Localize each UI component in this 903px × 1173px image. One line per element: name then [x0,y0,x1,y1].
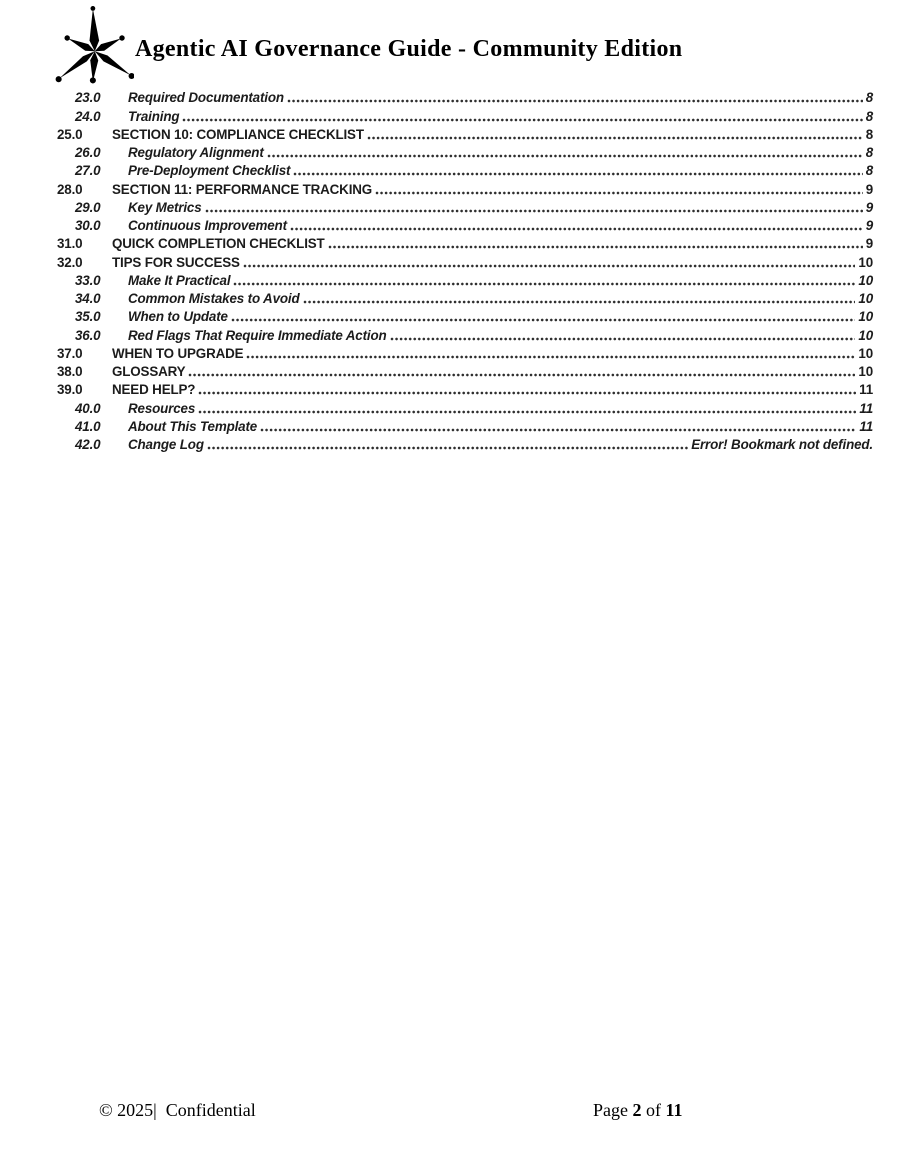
toc-entry-label: About This Template [128,418,258,434]
toc-dotted-leader [207,437,688,453]
toc-entry-number: 30.0 [75,218,101,233]
toc-dotted-leader [293,163,862,179]
toc-entry-page: 9 [865,236,873,252]
toc-entry-page: 8 [865,108,873,124]
footer-page-current: 2 [632,1100,642,1120]
toc-dotted-leader [267,145,863,161]
toc-entry-label: Regulatory Alignment [128,145,264,160]
footer-page-infix: of [646,1100,661,1120]
toc-dotted-leader [303,291,856,307]
toc-entry[interactable] [57,362,873,380]
toc-entry[interactable] [57,271,873,289]
toc-entry-page: 8 [865,90,873,106]
toc-dotted-leader [205,200,863,216]
toc-entry-number: 35.0 [75,309,101,325]
toc-entry[interactable] [57,216,873,234]
toc-entry-page: 10 [858,309,873,325]
toc-entry[interactable] [57,179,873,197]
toc-entry[interactable] [57,198,873,216]
toc-entry-label: Required Documentation [128,90,284,106]
toc-entry-label: When to Update [128,309,228,325]
toc-dotted-leader [246,346,855,362]
toc-entry-page: 10 [858,254,873,270]
toc-entry-label: WHEN TO UPGRADE [112,345,244,361]
toc-entry-number: 38.0 [57,364,83,379]
toc-entry-label: NEED HELP? [112,382,196,398]
toc-entry-label: Resources [128,400,196,416]
toc-entry-page: 11 [859,418,873,434]
toc-entry-label: GLOSSARY [112,364,186,379]
toc-dotted-leader [182,109,862,125]
toc-entry-page: 10 [858,291,873,306]
toc-entry-page: 8 [865,163,873,179]
toc-entry-number: 36.0 [75,327,101,343]
toc-entry-label: TIPS FOR SUCCESS [112,254,240,270]
toc-entry-number: 37.0 [57,345,83,361]
toc-entry-number: 33.0 [75,272,101,288]
toc-entry-page: 11 [859,400,873,416]
toc-dotted-leader [198,401,856,417]
footer-copyright: © 2025| Confidential [99,1100,256,1120]
toc-entry-number: 23.0 [75,90,101,106]
toc-entry-label: Make It Practical [128,272,231,288]
toc-entry-number: 29.0 [75,199,101,215]
toc-entry[interactable] [57,325,873,343]
toc-entry-page: Error! Bookmark not defined. [691,437,873,452]
toc-dotted-leader [260,419,856,435]
toc-dotted-leader [375,182,863,198]
toc-entry-label: QUICK COMPLETION CHECKLIST [112,236,325,252]
footer-page-prefix: Page [593,1100,628,1120]
toc-entry-label: Change Log [128,437,204,452]
toc-entry-page: 10 [858,272,873,288]
toc-entry-page: 8 [865,126,873,142]
toc-entry-label: SECTION 10: COMPLIANCE CHECKLIST [112,126,364,142]
toc-entry-label: Red Flags That Require Immediate Action [128,327,387,343]
toc-entry-number: 24.0 [75,108,101,124]
toc-entry-number: 40.0 [75,400,101,416]
toc-dotted-leader [390,328,856,344]
toc-entry[interactable] [57,161,873,179]
toc-entry-label: SECTION 11: PERFORMANCE TRACKING [112,181,373,197]
toc-entry-number: 26.0 [75,145,101,160]
toc-entry-number: 41.0 [75,418,101,434]
toc-entry-number: 32.0 [57,254,83,270]
toc-dotted-leader [243,255,856,271]
toc-entry-page: 10 [858,364,873,379]
toc-entry-number: 39.0 [57,382,83,398]
toc-entry-number: 27.0 [75,163,101,179]
toc-entry-page: 11 [859,382,873,398]
toc-entry-label: Training [128,108,180,124]
page-title: Agentic AI Governance Guide - Community Edition [135,36,683,62]
toc-dotted-leader [287,90,863,106]
toc-entry-page: 10 [858,327,873,343]
toc-dotted-leader [188,364,855,380]
footer-page-indicator [593,1100,683,1121]
toc-entry-label: Common Mistakes to Avoid [128,291,300,306]
toc-entry-number: 34.0 [75,291,101,306]
toc-entry[interactable] [57,307,873,325]
document-header [0,0,903,88]
toc-entry[interactable] [57,143,873,161]
toc-dotted-leader [231,309,856,325]
toc-entry-number: 42.0 [75,437,101,452]
toc-entry-number: 25.0 [57,126,83,142]
toc-entry-page: 9 [865,199,873,215]
toc-dotted-leader [328,236,863,252]
star-sparkle-logo-icon [54,4,134,84]
toc-entry[interactable] [57,344,873,362]
toc-entry[interactable] [57,435,873,453]
toc-entry-page: 8 [865,145,873,160]
toc-entry[interactable] [57,234,873,252]
toc-dotted-leader [367,127,863,143]
toc-entry-number: 31.0 [57,236,83,252]
toc-entry[interactable] [57,289,873,307]
toc-dotted-leader [198,382,856,398]
toc-entry[interactable] [57,398,873,416]
toc-entry[interactable] [57,252,873,270]
toc-entry[interactable] [57,417,873,435]
footer-page-total: 11 [665,1100,683,1120]
toc-entry[interactable] [57,125,873,143]
toc-entry-label: Key Metrics [128,199,202,215]
toc-dotted-leader [233,273,855,289]
toc-entry-page: 10 [858,345,873,361]
toc-entry-page: 9 [865,181,873,197]
table-of-contents [57,88,873,453]
toc-entry[interactable] [57,88,873,106]
toc-entry-number: 28.0 [57,181,83,197]
toc-entry[interactable] [57,380,873,398]
toc-dotted-leader [290,218,863,234]
toc-entry-page: 9 [865,218,873,233]
toc-entry-label: Pre-Deployment Checklist [128,163,291,179]
toc-entry-label: Continuous Improvement [128,218,287,233]
toc-entry[interactable] [57,106,873,124]
